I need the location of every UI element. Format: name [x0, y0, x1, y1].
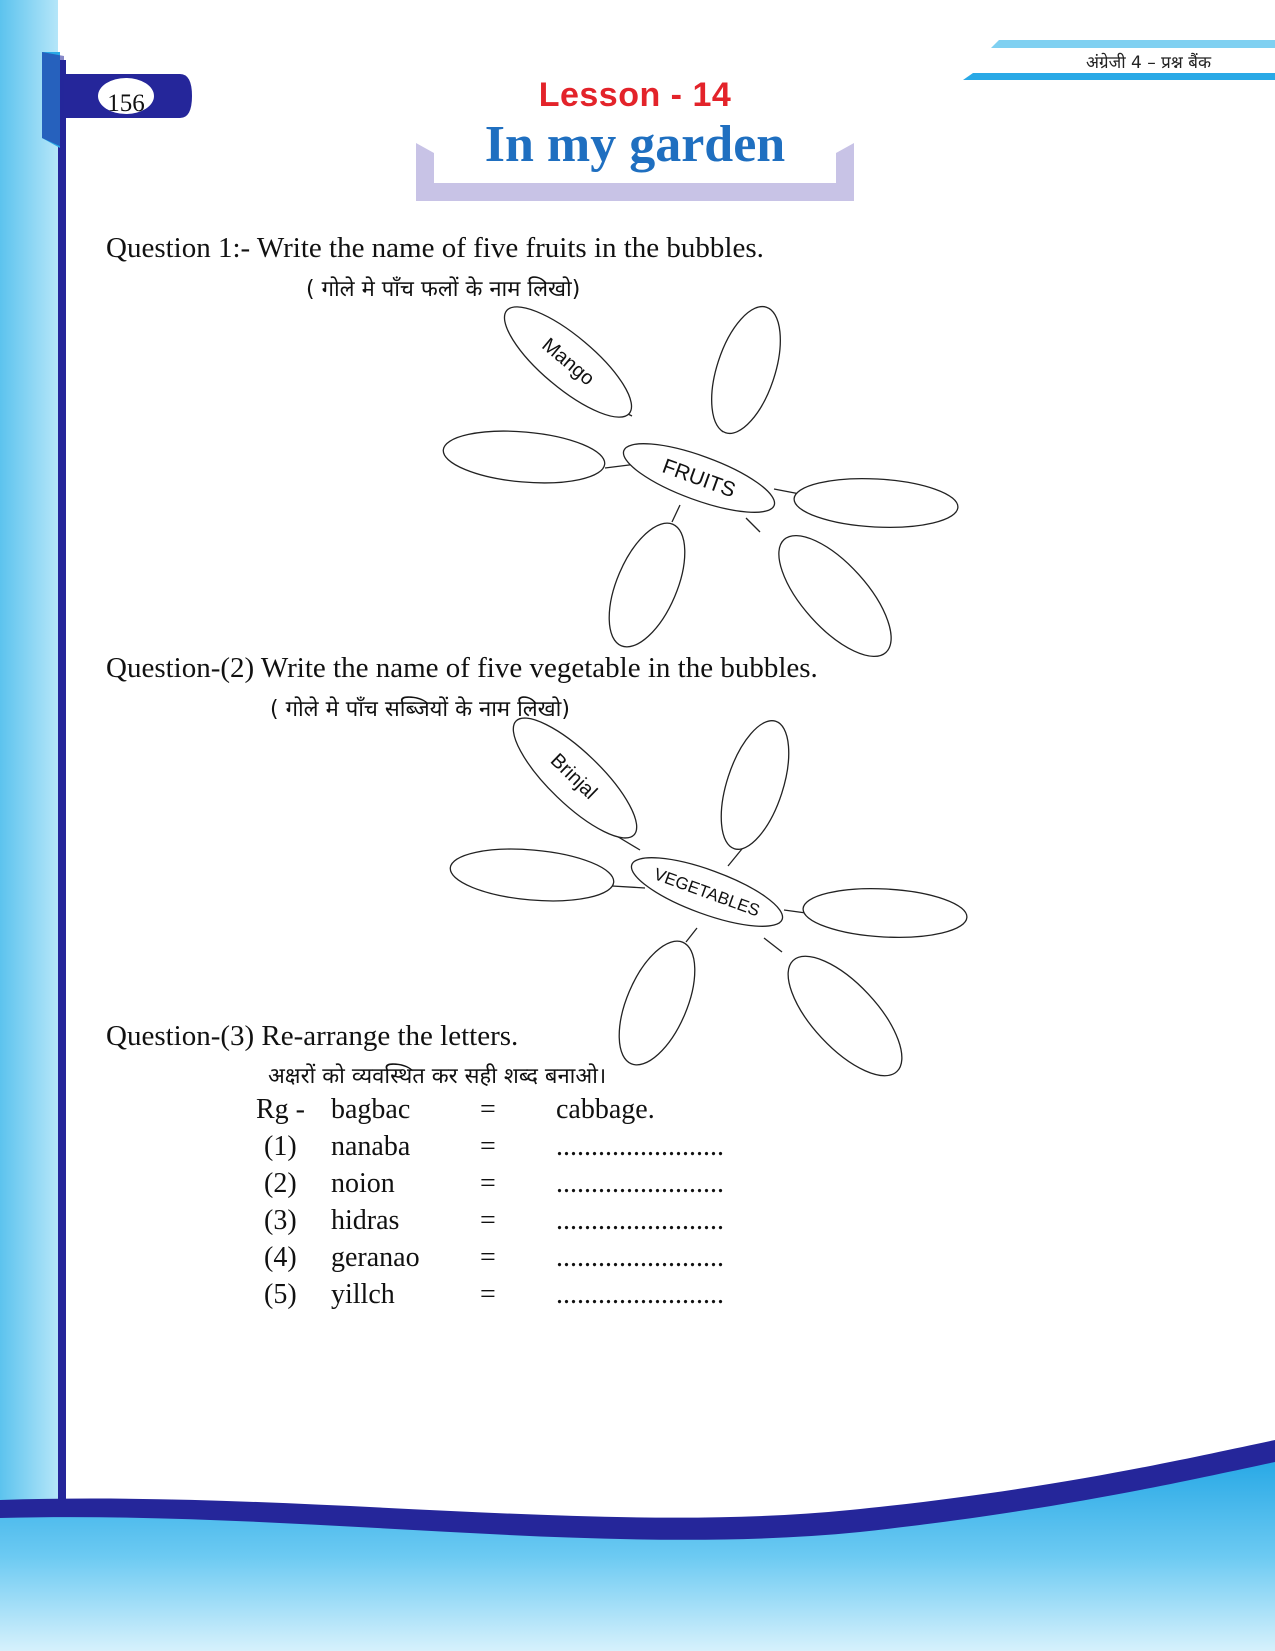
answer-bubble-2[interactable] — [708, 713, 803, 858]
scrambled-word: bagbac — [331, 1094, 411, 1125]
center-label-vegetables: VEGETABLES — [651, 864, 763, 921]
row-number: (5) — [264, 1279, 297, 1310]
equals-sign: = — [480, 1205, 496, 1236]
row-number: (4) — [264, 1242, 297, 1273]
book-title-header: अंग्रेजी 4 – प्रश्न बैंक — [1086, 53, 1211, 73]
example-answer-mango: Mango — [537, 333, 599, 391]
connector-line — [764, 938, 782, 952]
answer-blank[interactable]: ........................ — [556, 1279, 724, 1310]
row-number: (3) — [264, 1205, 297, 1236]
answer-text: cabbage. — [556, 1094, 655, 1125]
answer-bubble-5[interactable] — [604, 931, 711, 1076]
equals-sign: = — [480, 1242, 496, 1273]
scrambled-word: noion — [331, 1168, 395, 1199]
question-3-hindi: अक्षरों को व्यवस्थित कर सही शब्द बनाओ। — [268, 1064, 607, 1089]
row-number: Rg - — [256, 1094, 305, 1125]
equals-sign: = — [480, 1131, 496, 1162]
answer-bubble-4[interactable] — [802, 885, 968, 942]
page-number: 156 — [107, 90, 145, 117]
connector-line — [686, 928, 697, 942]
answer-bubble-6[interactable] — [770, 939, 920, 1094]
answer-bubble-3[interactable] — [448, 843, 616, 907]
lesson-title: In my garden — [484, 116, 786, 173]
answer-blank[interactable]: ........................ — [556, 1131, 724, 1162]
example-answer-brinjal: Brinjal — [545, 749, 602, 804]
scrambled-word: yillch — [331, 1279, 395, 1310]
answer-blank[interactable]: ........................ — [556, 1205, 724, 1236]
equals-sign: = — [480, 1279, 496, 1310]
question-1-prompt: Question 1:- Write the name of five fruits in the bubbles. — [106, 232, 764, 264]
row-number: (2) — [264, 1168, 297, 1199]
equals-sign: = — [480, 1094, 496, 1125]
question-1-hindi: ( गोले मे पाँच फलों के नाम लिखो) — [306, 277, 581, 302]
equals-sign: = — [480, 1168, 496, 1199]
scrambled-word: geranao — [331, 1242, 420, 1273]
lesson-label: Lesson - 14 — [538, 76, 732, 114]
row-number: (1) — [264, 1131, 297, 1162]
question-2-hindi: ( गोले मे पाँच सब्जियों के नाम लिखो) — [270, 697, 570, 722]
connector-line — [612, 886, 645, 888]
question-3-prompt: Question-(3) Re-arrange the letters. — [106, 1020, 519, 1052]
answer-blank[interactable]: ........................ — [556, 1168, 724, 1199]
center-label-fruits: FRUITS — [659, 454, 739, 503]
scrambled-word: nanaba — [331, 1131, 411, 1162]
question-2-prompt: Question-(2) Write the name of five vegetable in the bubbles. — [106, 652, 818, 684]
scrambled-word: hidras — [331, 1205, 400, 1236]
answer-blank[interactable]: ........................ — [556, 1242, 724, 1273]
